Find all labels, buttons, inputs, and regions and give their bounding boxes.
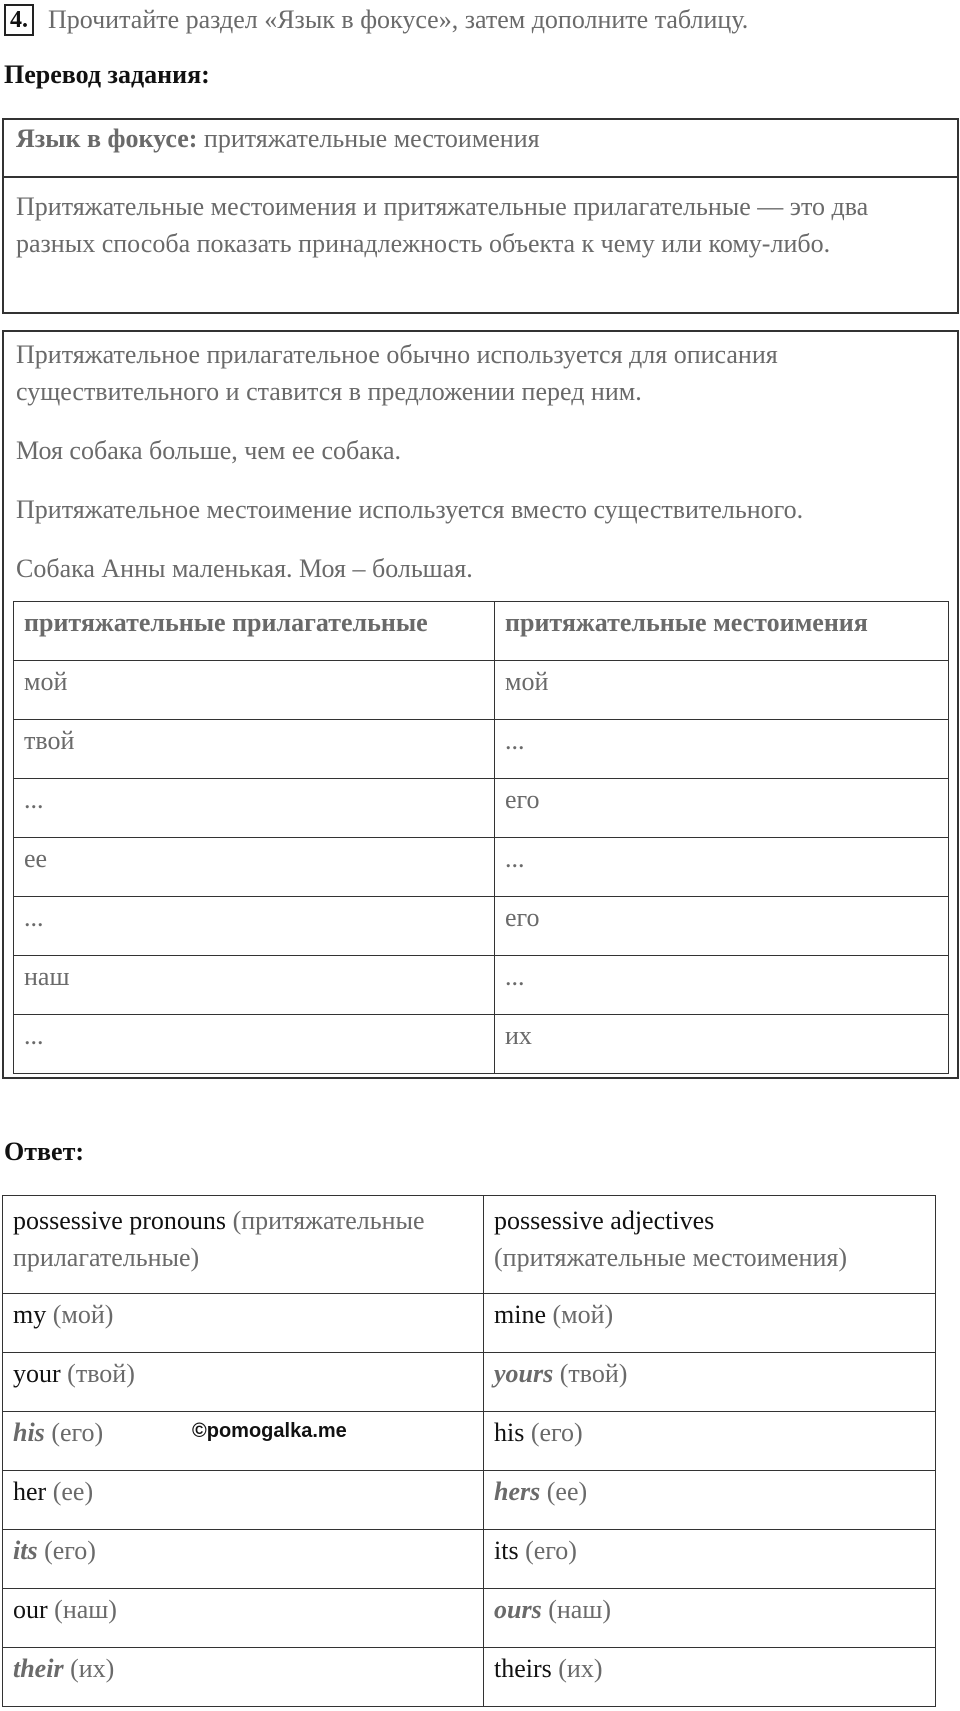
russian-translation: (его) (37, 1536, 96, 1565)
russian-translation: (твой) (553, 1359, 628, 1388)
english-word: its (494, 1536, 519, 1565)
answer-cell (3, 1294, 484, 1353)
table-row (14, 897, 949, 956)
answer-cell (3, 1530, 484, 1589)
answer-table-header (3, 1196, 936, 1294)
russian-translation: (ее) (540, 1477, 588, 1506)
focus-text: Притяжательные местоимения и притяжательные прилагательные — это два разных способа показать принадлежность объекта к чему или кому-либо. (16, 192, 869, 258)
english-word: mine (494, 1300, 546, 1329)
english-word: your (13, 1359, 61, 1388)
table-cell: ... (14, 897, 495, 956)
answer-cell (3, 1589, 484, 1648)
task-instruction: Прочитайте раздел «Язык в фокусе», затем дополните таблицу. (48, 5, 749, 34)
answer-cell (484, 1412, 936, 1471)
answer-cell (3, 1353, 484, 1412)
filled-answer: hers (494, 1477, 541, 1506)
table-row (14, 661, 949, 720)
russian-translation: (их) (63, 1654, 115, 1683)
english-word: his (494, 1418, 525, 1447)
russian-translation: (ее) (46, 1477, 94, 1506)
table-cell: ее (14, 838, 495, 897)
russian-translation: (его) (518, 1536, 577, 1565)
table-row (14, 956, 949, 1015)
table-cell: ... (495, 720, 949, 779)
watermark: ©pomogalka.me (192, 1420, 347, 1442)
table-cell: ... (495, 956, 949, 1015)
answer-header-cell (484, 1196, 936, 1294)
focus-title-rest: притяжательные местоимения (197, 124, 540, 153)
header-ru: (притяжательные местоимения) (494, 1243, 848, 1272)
table-cell: их (495, 1015, 949, 1074)
table-header-cell: притяжательные местоимения (495, 602, 949, 661)
table-cell: его (495, 897, 949, 956)
english-word: my (13, 1300, 47, 1329)
translation-heading: Перевод задания: (4, 60, 210, 89)
table-cell: твой (14, 720, 495, 779)
filled-answer: yours (494, 1359, 554, 1388)
focus-title-bold: Язык в фокусе: (16, 124, 198, 153)
table-cell: ... (495, 838, 949, 897)
answer-cell (484, 1530, 936, 1589)
table-row (14, 1015, 949, 1074)
russian-translation: (твой) (60, 1359, 135, 1388)
english-word: theirs (494, 1654, 552, 1683)
answer-cell (484, 1353, 936, 1412)
answer-row (3, 1530, 936, 1589)
russian-translation: (мой) (46, 1300, 114, 1329)
answer-row (3, 1412, 936, 1471)
russian-translation: (наш) (541, 1595, 611, 1624)
rule-example-2: Собака Анны маленькая. Моя – большая. (16, 554, 473, 583)
answer-row (3, 1353, 936, 1412)
answer-row (3, 1648, 936, 1707)
filled-answer: ours (494, 1595, 542, 1624)
russian-translation: (наш) (47, 1595, 117, 1624)
table-cell: его (495, 779, 949, 838)
answer-heading: Ответ: (4, 1137, 85, 1166)
table-cell: мой (14, 661, 495, 720)
russian-translation: (их) (551, 1654, 603, 1683)
answer-header-cell (3, 1196, 484, 1294)
english-word: our (13, 1595, 48, 1624)
answer-cell (484, 1294, 936, 1353)
table-cell: ... (14, 1015, 495, 1074)
task-line (4, 2, 748, 38)
answer-row (3, 1471, 936, 1530)
language-focus-box (2, 118, 959, 314)
russian-translation: (мой) (546, 1300, 614, 1329)
focus-title (4, 120, 957, 178)
answer-cell (3, 1648, 484, 1707)
answer-row (3, 1589, 936, 1648)
answer-cell (484, 1589, 936, 1648)
answer-cell (484, 1648, 936, 1707)
exercise-table (13, 601, 949, 1074)
answer-table (2, 1195, 936, 1707)
table-row (14, 720, 949, 779)
table-cell: наш (14, 956, 495, 1015)
answer-row (3, 1294, 936, 1353)
table-row (14, 838, 949, 897)
header-en: possessive adjectives (494, 1206, 715, 1235)
rule-paragraph-1: Притяжательное прилагательное обычно используется для описания существительного и ставится в предложении перед ним. (16, 340, 778, 406)
rule-example-1: Моя собака больше, чем ее собака. (16, 436, 402, 465)
table-cell: ... (14, 779, 495, 838)
header-en: possessive pronouns (13, 1206, 227, 1235)
english-word: her (13, 1477, 47, 1506)
filled-answer: their (13, 1654, 64, 1683)
filled-answer: its (13, 1536, 38, 1565)
russian-translation: (его) (524, 1418, 583, 1447)
table-cell: мой (495, 661, 949, 720)
answer-cell (484, 1471, 936, 1530)
filled-answer: his (13, 1418, 45, 1447)
table-row (14, 779, 949, 838)
header-ru: (притяжательные прилагательные) (13, 1206, 425, 1272)
answer-cell (3, 1471, 484, 1530)
russian-translation: (его) (44, 1418, 104, 1447)
table-header-cell: притяжательные прилагательные (14, 602, 495, 661)
task-number: 4. (4, 4, 34, 36)
rule-paragraph-2: Притяжательное местоимение используется вместо существительного. (16, 495, 804, 524)
exercise-table-header (14, 602, 949, 661)
